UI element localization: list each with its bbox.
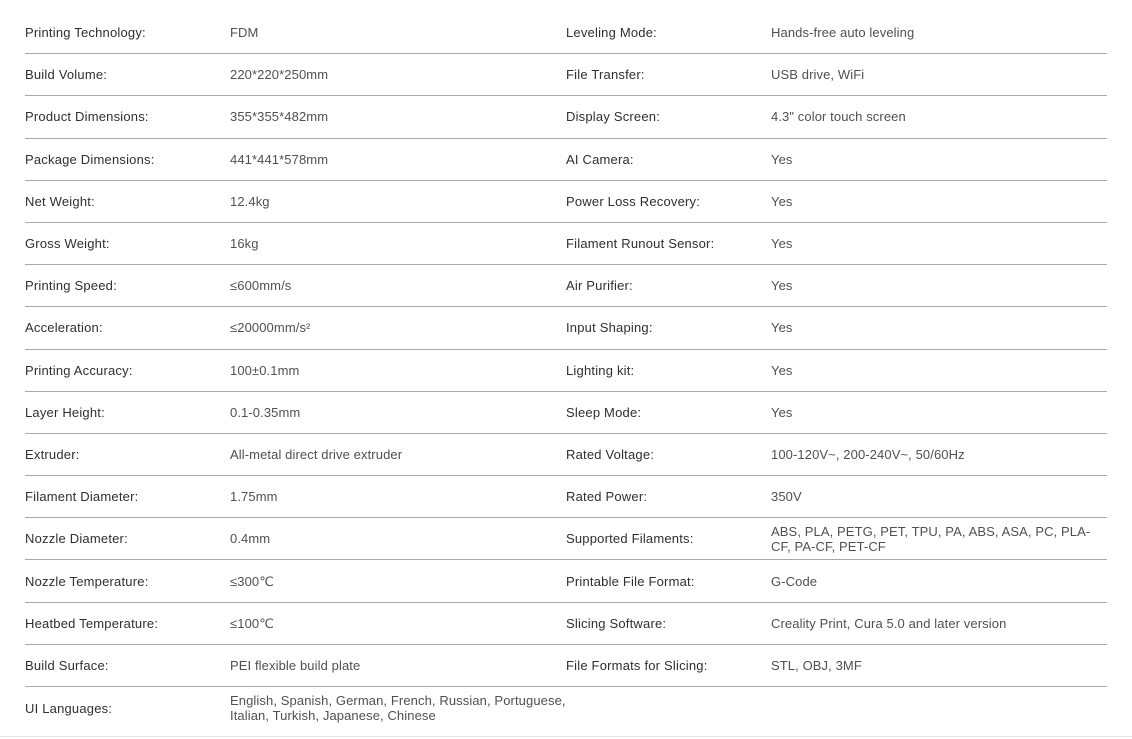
spec-value: 12.4kg [230, 193, 270, 209]
spec-row [566, 560, 1107, 602]
spec-row [566, 96, 1107, 138]
spec-value: ≤300℃ [230, 573, 274, 589]
spec-label: Input Shaping: [566, 320, 653, 336]
spec-label: Printing Speed: [25, 278, 117, 294]
spec-label: Filament Diameter: [25, 489, 139, 505]
spec-value: Yes [771, 236, 793, 252]
spec-row [25, 434, 566, 476]
spec-label: Nozzle Diameter: [25, 531, 128, 547]
spec-label: Printing Technology: [25, 25, 146, 41]
spec-value: Yes [771, 193, 793, 209]
spec-label: Heatbed Temperature: [25, 615, 159, 631]
spec-label: Leveling Mode: [566, 25, 657, 41]
spec-row [25, 139, 566, 181]
spec-value: Yes [771, 151, 793, 167]
spec-value: PEI flexible build plate [230, 657, 361, 673]
spec-row [566, 54, 1107, 96]
spec-row [566, 518, 1107, 560]
spec-value: Yes [771, 278, 793, 294]
spec-value: Creality Print, Cura 5.0 and later version [771, 615, 1007, 631]
spec-value: 441*441*578mm [230, 151, 329, 167]
spec-value: 355*355*482mm [230, 109, 329, 125]
spec-label: Gross Weight: [25, 236, 110, 252]
spec-row [25, 392, 566, 434]
spec-value: Yes [771, 362, 793, 378]
spec-value: FDM [230, 25, 259, 41]
spec-label: Lighting kit: [566, 362, 635, 378]
spec-value: G-Code [771, 573, 818, 589]
spec-label: Product Dimensions: [25, 109, 149, 125]
spec-value: 350V [771, 489, 802, 505]
spec-value: STL, OBJ, 3MF [771, 657, 862, 673]
spec-row [566, 645, 1107, 687]
spec-label: Sleep Mode: [566, 404, 642, 420]
spec-label: Acceleration: [25, 320, 103, 336]
spec-row [566, 350, 1107, 392]
spec-label: AI Camera: [566, 151, 634, 167]
spec-label: Printable File Format: [566, 573, 695, 589]
spec-row [25, 645, 566, 687]
spec-row [566, 307, 1107, 349]
spec-value: ≤600mm/s [230, 278, 292, 294]
spec-value: 100-120V~, 200-240V~, 50/60Hz [771, 446, 965, 462]
spec-label: File Formats for Slicing: [566, 657, 708, 673]
spec-label: Layer Height: [25, 404, 105, 420]
spec-row [25, 181, 566, 223]
spec-row [566, 265, 1107, 307]
spec-row [25, 518, 566, 560]
spec-label: Net Weight: [25, 193, 95, 209]
spec-value: 220*220*250mm [230, 67, 329, 83]
spec-label: Filament Runout Sensor: [566, 236, 715, 252]
spec-row [566, 603, 1107, 645]
spec-value: Yes [771, 404, 793, 420]
spec-value: 0.4mm [230, 531, 271, 547]
spec-column-left [25, 12, 566, 729]
spec-label: Supported Filaments: [566, 531, 694, 547]
spec-value: ABS, PLA, PETG, PET, TPU, PA, ABS, ASA, PC, PLA-CF, PA-CF, PET-CF [771, 523, 1091, 554]
spec-row [566, 181, 1107, 223]
spec-value: 1.75mm [230, 489, 278, 505]
spec-label: Nozzle Temperature: [25, 573, 149, 589]
spec-row [25, 223, 566, 265]
spec-row [25, 603, 566, 645]
spec-label: UI Languages: [25, 700, 113, 716]
spec-label: Air Purifier: [566, 278, 633, 294]
spec-value: 0.1-0.35mm [230, 404, 301, 420]
spec-label: File Transfer: [566, 67, 645, 83]
spec-column-right [566, 12, 1107, 729]
spec-row [566, 223, 1107, 265]
spec-value: Hands-free auto leveling [771, 25, 915, 41]
spec-row [25, 476, 566, 518]
spec-row [25, 54, 566, 96]
spec-value: ≤20000mm/s² [230, 320, 311, 336]
spec-value: 16kg [230, 236, 259, 252]
page-bottom-divider [0, 736, 1132, 737]
spec-value: All-metal direct drive extruder [230, 446, 403, 462]
spec-label: Power Loss Recovery: [566, 193, 701, 209]
spec-row [25, 12, 566, 54]
spec-value: USB drive, WiFi [771, 67, 865, 83]
spec-row [25, 265, 566, 307]
spec-label: Slicing Software: [566, 615, 667, 631]
spec-value: Yes [771, 320, 793, 336]
spec-row [566, 476, 1107, 518]
spec-label: Printing Accuracy: [25, 362, 133, 378]
spec-label: Rated Power: [566, 489, 648, 505]
spec-label: Package Dimensions: [25, 151, 155, 167]
spec-table [25, 12, 1107, 729]
spec-label: Build Volume: [25, 67, 108, 83]
spec-value: ≤100℃ [230, 615, 274, 631]
spec-label: Build Surface: [25, 657, 109, 673]
spec-label: Extruder: [25, 446, 80, 462]
spec-label: Rated Voltage: [566, 446, 655, 462]
spec-label: Display Screen: [566, 109, 661, 125]
spec-row [566, 392, 1107, 434]
spec-row [25, 96, 566, 138]
spec-value: 4.3" color touch screen [771, 109, 906, 125]
spec-row [25, 350, 566, 392]
spec-value: English, Spanish, German, French, Russian, Portuguese, Italian, Turkish, Japanese, Chinese [230, 693, 566, 724]
spec-row [25, 307, 566, 349]
spec-row [566, 12, 1107, 54]
spec-row [25, 687, 566, 729]
spec-row [25, 560, 566, 602]
spec-row [566, 139, 1107, 181]
spec-value: 100±0.1mm [230, 362, 300, 378]
spec-row [566, 434, 1107, 476]
